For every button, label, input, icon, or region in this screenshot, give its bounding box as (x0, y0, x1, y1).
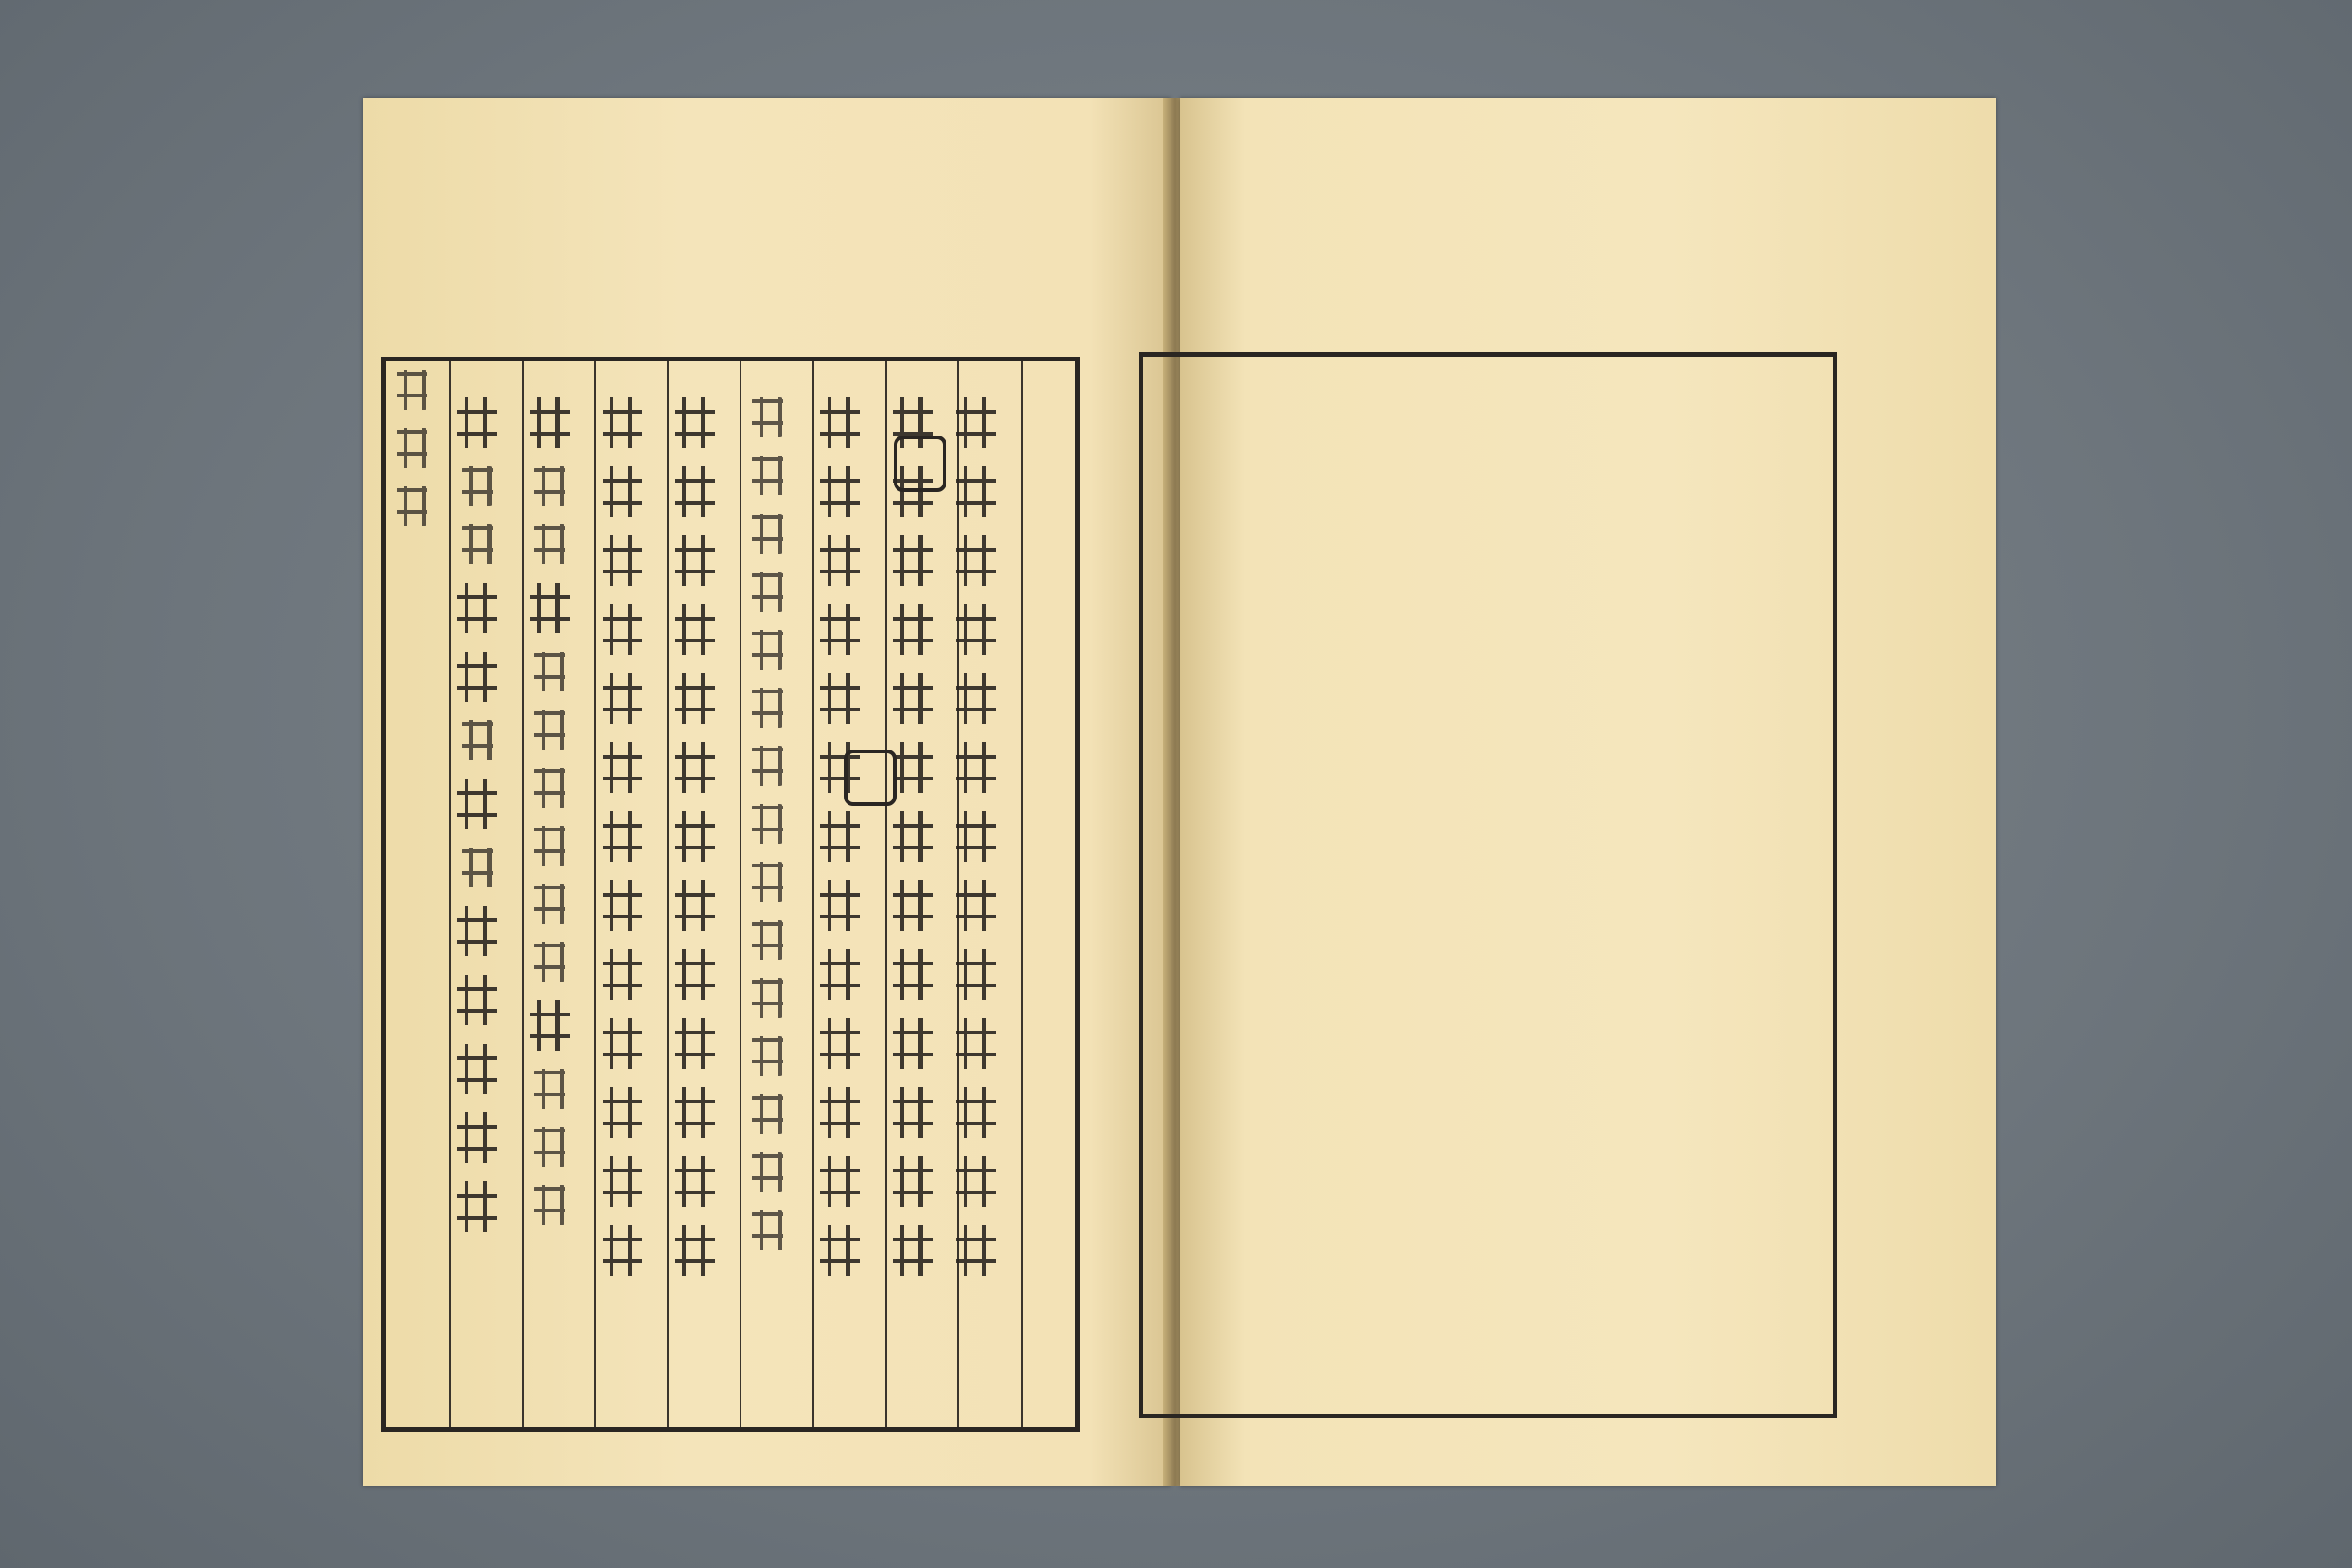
text-column (671, 397, 719, 1276)
open-book (363, 98, 1996, 1486)
column-rule (522, 361, 524, 1427)
left-page (363, 98, 1171, 1486)
text-column (526, 397, 573, 1225)
annotation-marker (894, 436, 946, 492)
text-column (817, 397, 864, 1276)
annotation-marker (844, 750, 897, 806)
column-rule (594, 361, 596, 1427)
left-margin-column (388, 370, 436, 526)
text-column (454, 397, 501, 1232)
text-column (744, 397, 791, 1250)
column-rule (449, 361, 451, 1427)
column-rule (812, 361, 814, 1427)
column-rule (885, 361, 887, 1427)
right-page-border-frame (1139, 352, 1838, 1418)
text-column (953, 397, 1000, 1276)
column-rule (1021, 361, 1023, 1427)
column-rule (740, 361, 741, 1427)
right-page (1180, 98, 1996, 1486)
column-rule (667, 361, 669, 1427)
text-column (889, 397, 936, 1276)
text-column (599, 397, 646, 1276)
